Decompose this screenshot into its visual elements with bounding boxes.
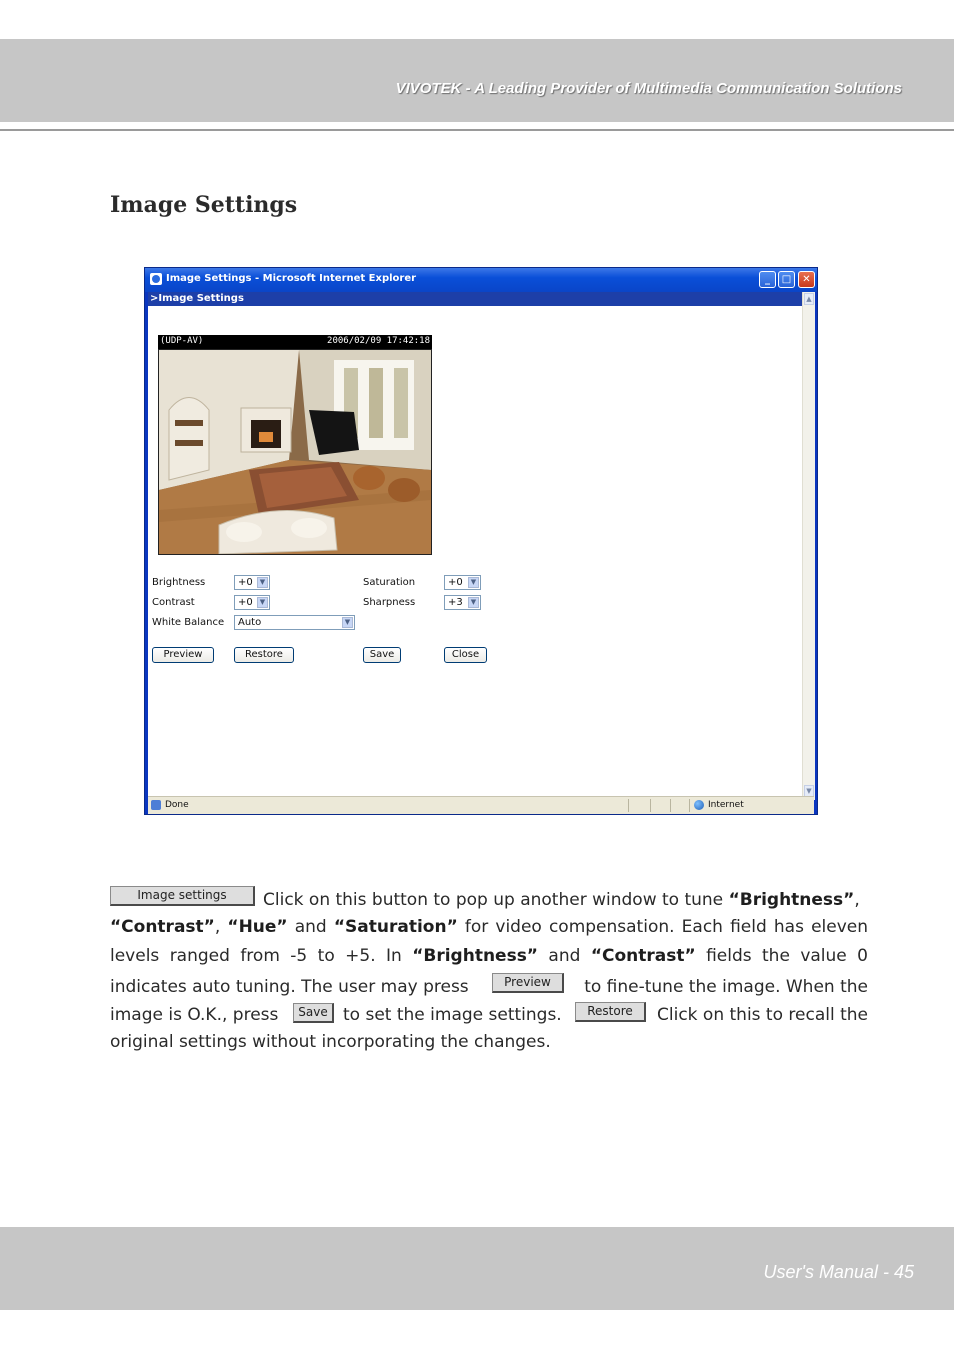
vertical-scrollbar[interactable] (802, 292, 815, 800)
camera-caption-bar (158, 335, 432, 349)
security-zone-text: Internet (708, 800, 744, 810)
paragraph-line-5c: Click on this to recall the (657, 1005, 868, 1025)
paragraph-line-4b: to fine-tune the image. When the (584, 977, 868, 997)
saturation-value: +0 (448, 577, 463, 588)
ie-status-bar (148, 796, 814, 814)
white-balance-label: White Balance (152, 617, 225, 628)
paragraph-line-1 (263, 889, 868, 911)
header-tagline: VIVOTEK - A Leading Provider of Multimedia Communication Solutions (395, 80, 902, 97)
term-brightness: “Brightness” (412, 946, 538, 966)
paragraph-text: levels ranged from -5 to +5. In (110, 946, 413, 966)
term-contrast: “Contrast” (110, 917, 215, 937)
white-balance-select[interactable] (234, 615, 355, 630)
ie-titlebar[interactable] (145, 268, 817, 292)
header-rule (0, 129, 954, 131)
saturation-select[interactable] (444, 575, 481, 590)
preview-button[interactable]: Preview (152, 647, 214, 663)
ie-window-title: Image Settings - Microsoft Internet Explorer (166, 273, 417, 284)
paragraph-text: for video compensation. Each field has eleven (457, 917, 869, 937)
paragraph-text: fields the value 0 (695, 946, 868, 966)
brightness-label: Brightness (152, 577, 206, 588)
page-done-icon (151, 800, 161, 810)
paragraph-line-5a: image is O.K., press (110, 1005, 279, 1025)
ie-window (144, 267, 818, 815)
internet-zone-icon (694, 800, 704, 810)
chevron-down-icon[interactable]: ▼ (468, 577, 479, 588)
close-icon[interactable]: ✕ (798, 271, 815, 288)
scroll-up-icon[interactable]: ▲ (804, 293, 814, 305)
paragraph-text: , (854, 890, 860, 910)
term-hue: “Hue” (227, 917, 288, 937)
term-contrast: “Contrast” (590, 946, 696, 966)
ie-client-area (148, 292, 814, 800)
save-button[interactable]: Save (363, 647, 401, 663)
close-button[interactable]: Close (444, 647, 487, 663)
camera-label: (UDP-AV) (160, 336, 204, 346)
save-inline-button[interactable]: Save (293, 1003, 334, 1023)
paragraph-line-6: original settings without incorporating the changes. (110, 1032, 551, 1052)
restore-inline-button[interactable]: Restore (575, 1002, 646, 1022)
status-divider (689, 799, 690, 812)
paragraph-text: Click on this button to pop up another window to tune (263, 890, 729, 910)
paragraph-text: and (538, 946, 591, 966)
status-text: Done (165, 800, 189, 810)
brightness-select[interactable] (234, 575, 270, 590)
room-scene-image (159, 350, 431, 554)
paragraph-line-4a: indicates auto tuning. The user may press (110, 977, 469, 997)
camera-live-image (158, 349, 432, 555)
image-settings-button[interactable]: Image settings (110, 886, 255, 906)
chevron-down-icon[interactable]: ▼ (257, 597, 268, 608)
white-balance-value: Auto (238, 617, 262, 628)
term-brightness: “Brightness” (728, 890, 855, 910)
header-band (0, 39, 954, 122)
camera-timestamp: 2006/02/09 17:42:18 (327, 336, 430, 346)
paragraph-line-5b: to set the image settings. (343, 1005, 562, 1025)
sharpness-select[interactable] (444, 595, 481, 610)
contrast-value: +0 (238, 597, 253, 608)
paragraph-line-3 (110, 945, 868, 967)
sharpness-value: +3 (448, 597, 463, 608)
paragraph-text: and (287, 917, 334, 937)
page-heading-bar (148, 292, 802, 306)
preview-inline-button[interactable]: Preview (492, 973, 564, 993)
paragraph-line-2 (110, 916, 868, 938)
saturation-label: Saturation (363, 577, 416, 588)
contrast-select[interactable] (234, 595, 270, 610)
chevron-down-icon[interactable]: ▼ (257, 577, 268, 588)
section-title: Image Settings (110, 192, 298, 218)
status-divider (650, 799, 651, 812)
page-heading: >Image Settings (150, 293, 244, 304)
scroll-down-icon[interactable]: ▼ (804, 785, 814, 797)
chevron-down-icon[interactable]: ▼ (468, 597, 479, 608)
status-divider (628, 799, 629, 812)
minimize-icon[interactable]: _ (759, 271, 776, 288)
ie-app-icon (150, 273, 162, 285)
paragraph-text: , (214, 917, 228, 937)
brightness-value: +0 (238, 577, 253, 588)
chevron-down-icon[interactable]: ▼ (342, 617, 353, 628)
sharpness-label: Sharpness (363, 597, 416, 608)
status-divider (670, 799, 671, 812)
page-number: User's Manual - 45 (763, 1262, 914, 1282)
footer-band (0, 1227, 954, 1310)
maximize-icon[interactable]: □ (778, 271, 795, 288)
term-saturation: “Saturation” (333, 917, 458, 937)
restore-button[interactable]: Restore (234, 647, 294, 663)
contrast-label: Contrast (152, 597, 195, 608)
